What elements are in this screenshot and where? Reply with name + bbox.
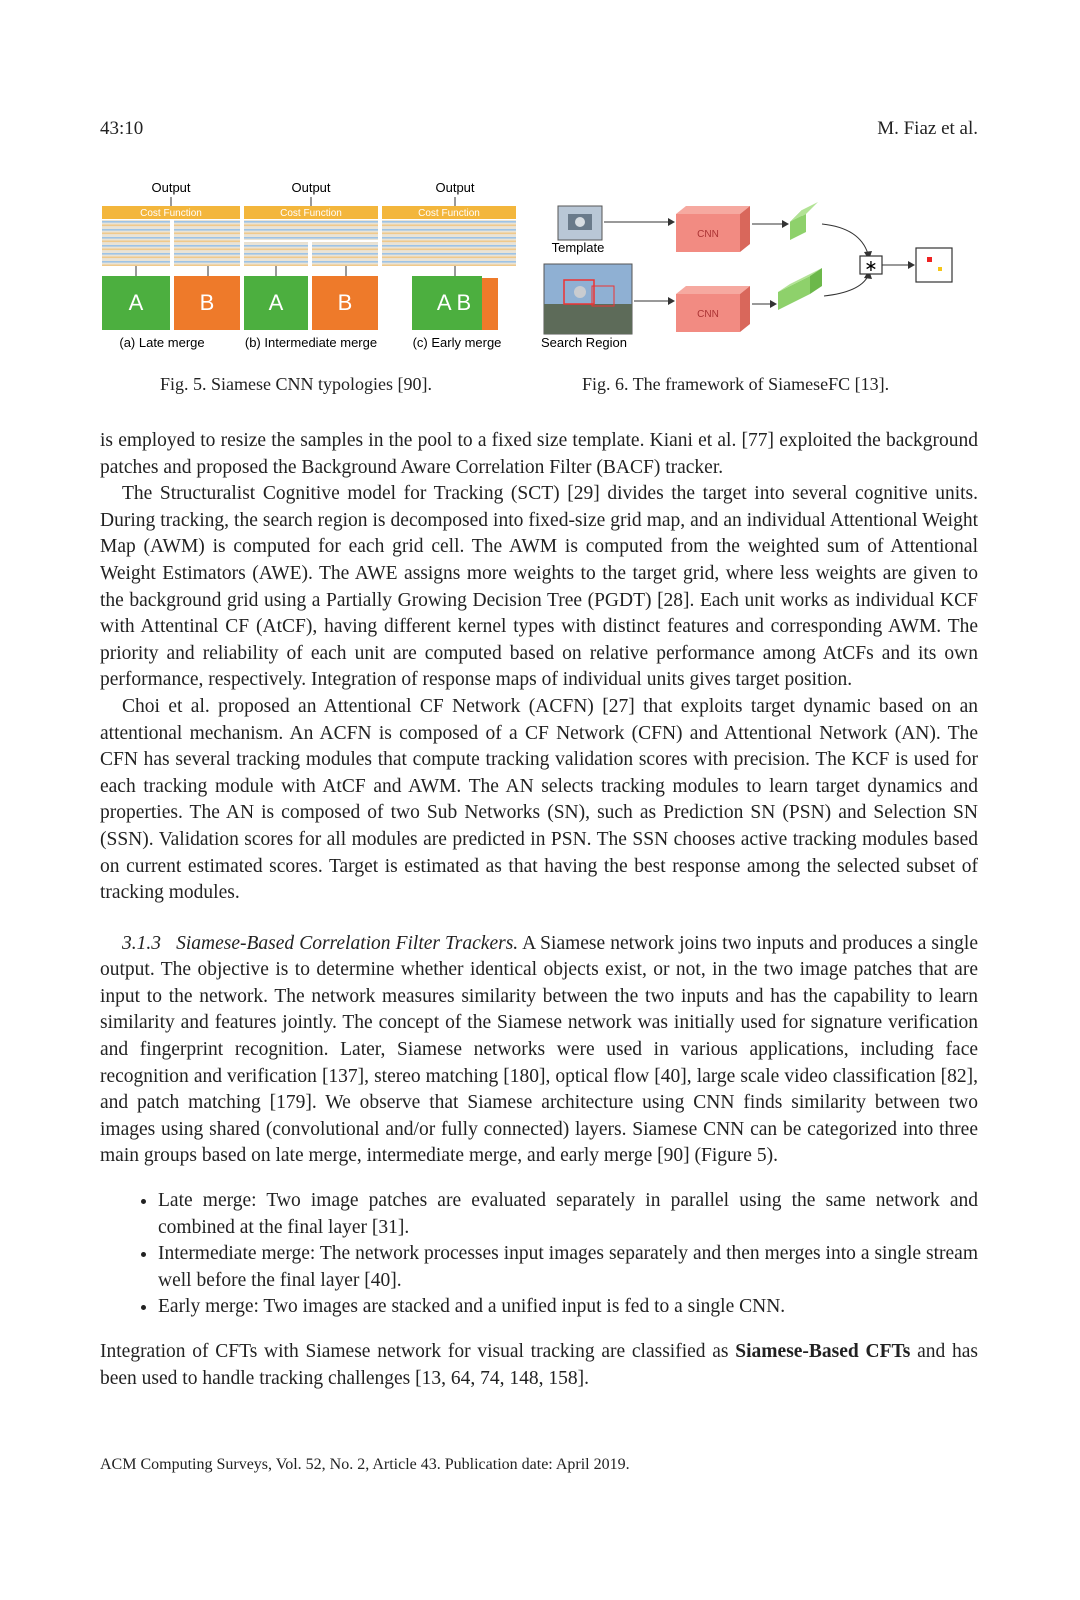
list-item: • Intermediate merge: The network processes input images separately and then merges into a single stream well before the final layer [40].: [158, 1241, 978, 1294]
page-number: 43:10: [100, 118, 144, 139]
paragraph-4: A Siamese network joins two inputs and produces a single output. The objective is to determine whether identical objects exist, or not, in the two image patches that are input to the network. The network measures similarity between the two inputs and has the capability to learn similarity and features jointly. The concept of the Siamese network was initially used for signature verification and fingerprint recognition. Later, Siamese networks were used in various applications, including face recognition and verification [137], stereo matching [180], optical flow [40], large scale video classification [82], and patch matching [179]. We observe that Siamese architecture using CNN finds similarity between two images using shared (convolutional and/or fully connected) layers. Siamese CNN can be categorized into three main groups based on late merge, intermediate merge, and early merge [90] (Figure 5).: [100, 932, 978, 1167]
figures-row: [100, 180, 978, 400]
fig5-loss-label-c: Cost Function: [418, 208, 480, 219]
cross-correlation-symbol: ∗: [864, 258, 878, 275]
paragraph-5-tail: and has been used to handle tracking challenges [13, 64, 74, 148, 158].: [100, 1341, 978, 1389]
fig5-layers-a1: [102, 220, 170, 266]
search-region-label: Search Region: [541, 335, 627, 350]
template-label: Template: [551, 240, 605, 255]
fig5-sublabel-a: (a) Late merge: [119, 335, 205, 350]
page-footer: ACM Computing Surveys, Vol. 52, No. 2, Article 43. Publication date: April 2019.: [100, 1456, 630, 1473]
running-authors: M. Fiaz et al.: [877, 118, 978, 139]
cnn-label-bottom: CNN: [697, 309, 719, 320]
figure-5-diagram: [100, 180, 520, 360]
paragraph-2: The Structuralist Cognitive model for Tracking (SCT) [29] divides the target into several cognitive units. During tracking, the search region is decomposed into fixed-size grid map, and an individual Attentional Weight Map (AWM) is computed for each grid cell. The AWM is computed from the weighted sum of Attentional Weight Estimators (AWE). The AWE assigns more weights to the target grid, where less weights are given to the background grid using a Partially Growing Decision Tree (PGDT) [28]. Each unit works as individual KCF with Attentinal CF (AtCF), having different kernel types with distinct features and corresponding AWM. The priority and reliability of each unit are computed based on relative performance among AtCFs and its own performance, respectively. Integration of response maps of individual units gives target position.: [100, 483, 978, 691]
fig5-loss-label-a: Cost Function: [140, 208, 202, 219]
fig5-label-a-inter: A: [268, 290, 284, 315]
response-map: [916, 248, 952, 282]
section-number: 3.1.3: [122, 932, 161, 954]
list-item: • Late merge: Two image patches are evaluated separately in parallel using the same network and combined at the final layer [31].: [158, 1188, 978, 1241]
figure-6-diagram: [538, 180, 968, 360]
fig5-output-label-b: Output: [291, 180, 331, 195]
paragraph-5-text: Integration of CFTs with Siamese network for visual tracking are classified as: [100, 1341, 736, 1362]
feature-map-search: [778, 268, 822, 310]
paragraph-3: Choi et al. proposed an Attentional CF Network (ACFN) [27] that exploits target dynamic based on an attentional mechanism. An ACFN is composed of a CF Network (CFN) and Attentional Network (AN). The CFN has several tracking modules that compute tracking validation scores with precision. The KCF is used for each tracking module with AtCF and AWM. The AN selects tracking modules to learn target dynamics and properties. The AN is composed of two Sub Networks (SN), such as Prediction SN (PSN) and Selection SN (SSN). Validation scores for all modules are predicted in PSN. The SSN chooses active tracking modules based on current estimated scores. Target is estimated as that having the best response among the selected subset of tracking modules.: [100, 695, 978, 904]
cnn-label-top: CNN: [697, 229, 719, 240]
fig5-layers-b-shared: [244, 220, 378, 240]
response-secondary: [938, 267, 942, 271]
fig5-layers-c: [382, 220, 516, 266]
fig5-sublabel-c: (c) Early merge: [412, 335, 502, 350]
fig5-label-ab-early: A B: [436, 290, 472, 315]
fig5-layers-a2: [174, 220, 240, 266]
fig5-label-b-late: B: [199, 290, 215, 315]
fig5-output-label-a: Output: [151, 180, 191, 195]
fig5-layers-b1: [244, 242, 308, 266]
page-header: [100, 118, 978, 146]
body-text: [100, 428, 978, 1392]
figure-5-caption: Fig. 5. Siamese CNN typologies [90].: [160, 374, 432, 394]
section-title: Siamese-Based Correlation Filter Trackers.: [176, 932, 519, 954]
figure-6-caption: Fig. 6. The framework of SiameseFC [13].: [582, 374, 890, 394]
list-item: • Early merge: Two images are stacked and a unified input is fed to a single CNN.: [158, 1294, 978, 1321]
search-region-image: [544, 264, 632, 334]
fig5-sublabel-b: (b) Intermediate merge: [244, 335, 378, 350]
merge-type-list: [100, 1188, 978, 1321]
bold-term: Siamese-Based CFTs: [735, 1341, 911, 1362]
fig5-label-a-late: A: [128, 290, 144, 315]
template-image: [558, 206, 602, 240]
section-3-1-3: [100, 931, 978, 1170]
fig5-output-label-c: Output: [435, 180, 475, 195]
paragraph-5: [100, 1339, 978, 1392]
fig5-label-b-inter: B: [337, 290, 353, 315]
paragraph-1: is employed to resize the samples in the pool to a fixed size template. Kiani et al. [77] exploited the background patches and proposed the Background Aware Correlation Filter (BACF) tracker.: [100, 430, 978, 478]
fig5-layers-b2: [312, 242, 378, 266]
feature-map-template: [790, 202, 818, 240]
response-peak: [927, 257, 932, 262]
fig5-loss-label-b: Cost Function: [280, 208, 342, 219]
